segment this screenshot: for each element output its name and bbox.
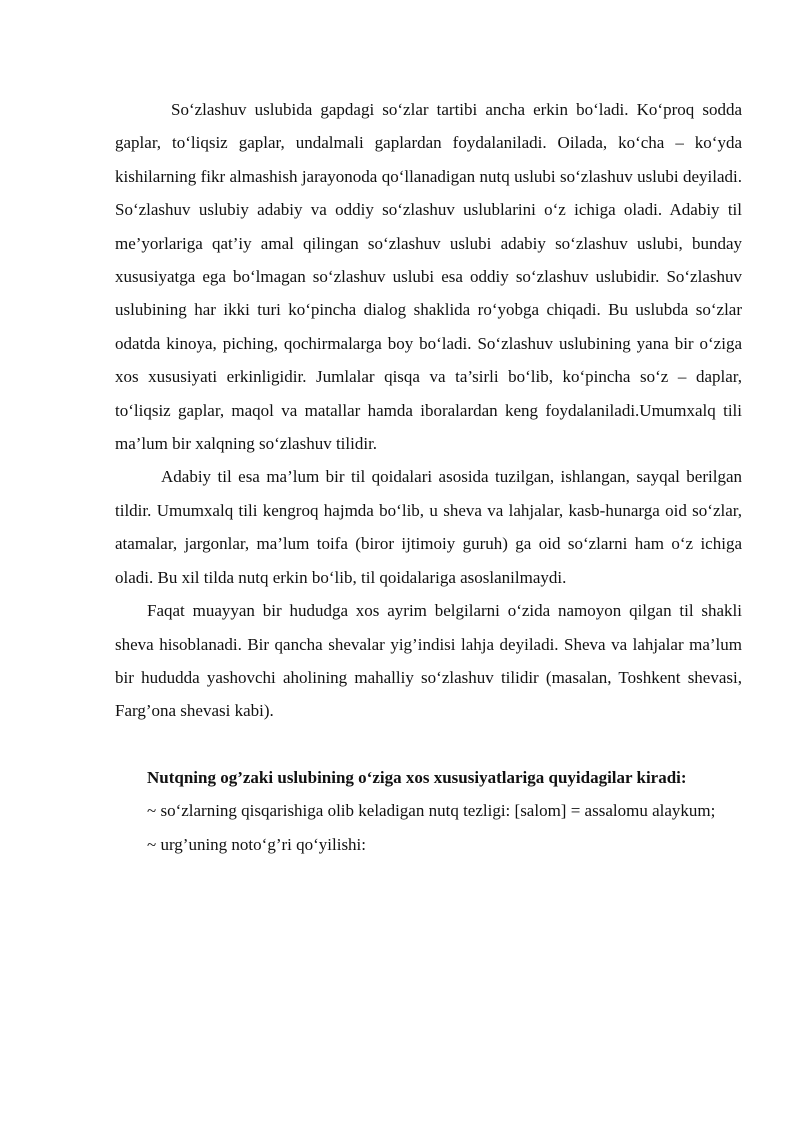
list-item: ~ so‘zlarning qisqarishiga olib keladigan nutq tezligi: [salom] = assalomu alaykum; bbox=[147, 801, 716, 821]
document-body bbox=[115, 93, 742, 861]
section-heading: Nutqning og’zaki uslubining o‘ziga xos xususiyatlariga quyidagilar kiradi: bbox=[147, 767, 687, 787]
paragraph-literary-language: Adabiy til esa ma’lum bir til qoidalari asosida tuzilgan, ishlangan, sayqal berilgan tildir. Umumxalq tili kengroq hajmda bo‘lib, u sheva va lahjalar, kasb-hunarga oid so‘zlar, atamalar, jargonlar, ma’lum toifa (biror ijtimoiy guruh) ga oid so‘zlarni ham o‘z ichiga oladi. Bu xil tilda nutq erkin bo‘lib, til qoidalariga asoslanilmaydi. bbox=[115, 467, 742, 587]
paragraph-speech-style: So‘zlashuv uslubida gapdagi so‘zlar tartibi ancha erkin bo‘ladi. Ko‘proq sodda gaplar, to‘liqsiz gaplar, undalmali gaplardan foydalaniladi. Oilada, ko‘cha – ko‘yda kishilarning fikr almashish jarayonoda qo‘llanadigan nutq uslubi so‘zlashuv uslubi deyiladi. So‘zlashuv uslubiy adabiy va oddiy so‘zlashuv uslublarini o‘z ichiga oladi. Adabiy til me’yorlariga qat’iy amal qilingan so‘zlashuv uslubi adabiy so‘zlashuv uslubi, bunday xususiyatga ega bo‘lmagan so‘zlashuv uslubi esa oddiy so‘zlashuv uslubidir. So‘zlashuv uslubining har ikki turi ko‘pincha dialog shaklida ro‘yobga chiqadi. Bu uslubda so‘zlar odatda kinoya, piching, qochirmalarga boy bo‘ladi. So‘zlashuv uslubining yana bir o‘ziga xos xususiyati erkinligidir. Jumlalar qisqa va ta’sirli bo‘lib, ko‘pincha so‘z – daplar, to‘liqsiz gaplar, maqol va matallar hamda iboralardan keng foydalaniladi.Umumxalq tili ma’lum bir xalqning so‘zlashuv tilidir. bbox=[115, 100, 742, 454]
paragraph-dialect: Faqat muayyan bir hududga xos ayrim belgilarni o‘zida namoyon qilgan til shakli sheva hisoblanadi. Bir qancha shevalar yig’indisi lahja deyiladi. Sheva va lahjalar ma’lum bir hududda yashovchi aholining mahalliy so‘zlashuv tilidir (masalan, Toshkent shevasi, Farg’ona shevasi kabi). bbox=[115, 601, 742, 721]
blank-line bbox=[115, 728, 742, 761]
list-item: ~ urg’uning noto‘g’ri qo‘yilishi: bbox=[147, 834, 367, 854]
